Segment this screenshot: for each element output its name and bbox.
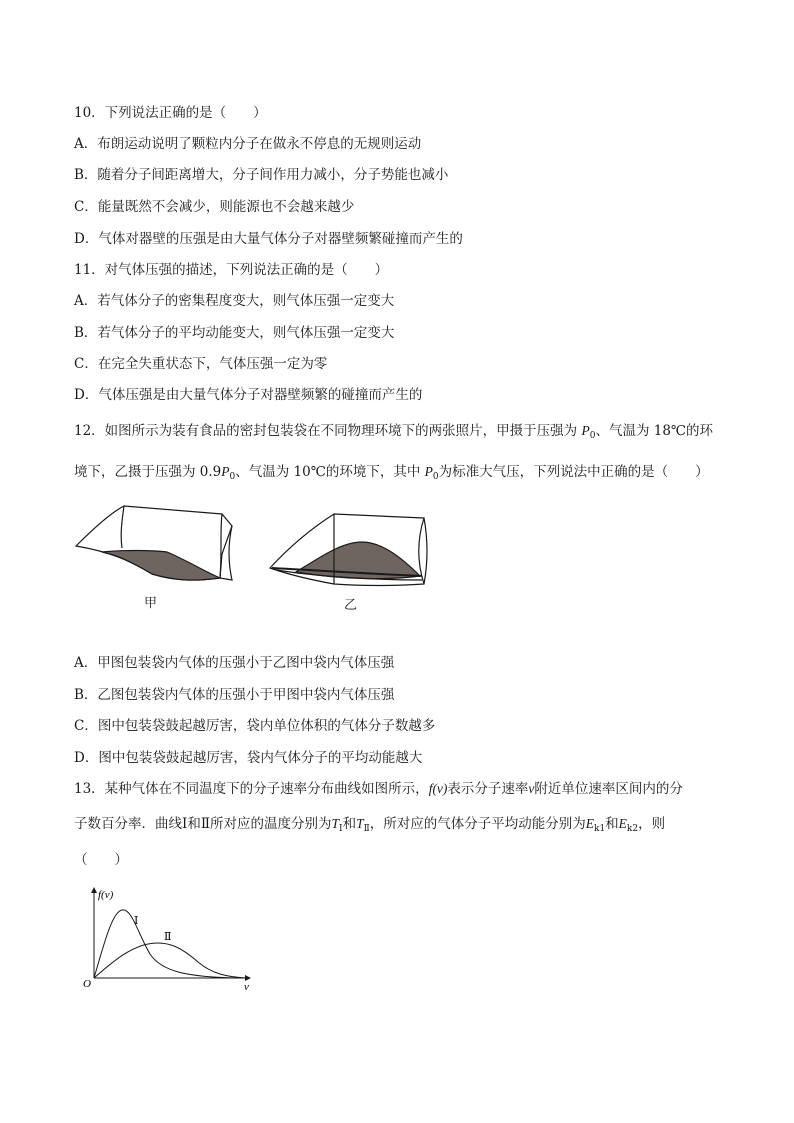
speed-distribution-graph	[78, 884, 268, 996]
q12-p0-symbol: P	[581, 423, 590, 438]
q12-option-a: A．甲图包装袋内气体的压强小于乙图中袋内气体压强	[74, 655, 395, 671]
q13-t1-subscript: Ⅰ	[339, 824, 343, 834]
q13-and-2: 和	[605, 816, 619, 832]
q13-fv-symbol: f(v)	[428, 781, 448, 796]
q10-option-d: D．气体对器壁的压强是由大量气体分子对器壁频繁碰撞而产生的	[74, 231, 463, 247]
q11-option-d: D．气体压强是由大量气体分子对器壁频繁的碰撞而产生的	[74, 387, 423, 403]
q12-text-2c: 为标准大气压，下列说法中正确的是（ ）	[438, 464, 709, 480]
package-bags-figure	[72, 500, 442, 600]
curve-ii-label: Ⅱ	[164, 930, 172, 943]
q10-stem: 10．下列说法正确的是（ ）	[74, 105, 267, 121]
q12-stem-line2	[74, 463, 709, 486]
q12-stem-line1	[74, 422, 713, 445]
q12-p0-symbol-3: P	[424, 464, 433, 479]
graph-y-label: f(v)	[98, 889, 114, 901]
q12-p0-subscript-2: 0	[229, 472, 236, 482]
q11-option-b: B．若气体分子的平均动能变大，则气体压强一定变大	[74, 325, 395, 341]
q13-text-1a: 13．某种气体在不同温度下的分子速率分布曲线如图所示，	[74, 781, 429, 797]
q13-text-2c: ，则	[638, 816, 666, 832]
graph-x-label: v	[244, 981, 249, 993]
q12-text-1b: 、气温为 18℃的环	[595, 423, 714, 439]
q13-stem-line2	[74, 815, 665, 838]
q13-and-1: 和	[342, 816, 357, 832]
q13-t2-symbol: T	[356, 816, 364, 831]
q13-stem-line1	[74, 780, 683, 798]
q10-option-c: C．能量既然不会减少，则能源也不会越来越少	[74, 199, 355, 215]
q13-text-2b: ，所对应的气体分子平均动能分别为	[369, 816, 586, 832]
q13-t1-symbol: T	[331, 816, 340, 831]
q11-option-c: C．在完全失重状态下，气体压强一定为零	[74, 356, 328, 372]
q13-answer-brackets: （ ）	[74, 852, 128, 868]
q13-e2-symbol: E	[618, 816, 627, 831]
q12-p0-symbol-2: P	[221, 464, 230, 479]
q12-p0-subscript: 0	[589, 431, 596, 441]
q13-e1-subscript: k1	[593, 824, 606, 834]
q13-text-1b: 表示分子速率	[447, 781, 529, 797]
q12-text-2b: 、气温为 10℃的环境下，其中	[235, 464, 425, 480]
caption-jia: 甲	[144, 596, 158, 611]
q13-e1-symbol: E	[585, 816, 594, 831]
q12-text-1a: 12．如图所示为装有食品的密封包装袋在不同物理环境下的两张照片，甲摄于压强为	[74, 423, 582, 439]
q12-option-b: B．乙图包装袋内气体的压强小于甲图中袋内气体压强	[74, 687, 395, 703]
q12-option-d: D．图中包装袋鼓起越厉害，袋内气体分子的平均动能越大	[74, 750, 423, 766]
curve-ii	[94, 943, 246, 978]
bag-jia-illustration	[76, 506, 232, 580]
q12-coefficient: 0.9	[199, 464, 222, 480]
q13-e2-subscript: k2	[626, 824, 639, 834]
q10-option-b: B．随着分子间距离增大，分子间作用力减小，分子势能也减小	[74, 167, 449, 183]
caption-yi: 乙	[344, 598, 358, 613]
q10-option-a: A．布朗运动说明了颗粒内分子在做永不停息的无规则运动	[74, 136, 422, 152]
q11-option-a: A．若气体分子的密集程度变大，则气体压强一定变大	[74, 293, 395, 309]
q13-text-2a: 子数百分率．曲线Ⅰ和Ⅱ所对应的温度分别为	[74, 816, 332, 832]
bag-yi-illustration	[270, 514, 427, 586]
q12-option-c: C．图中包装袋鼓起越厉害，袋内单位体积的气体分子数越多	[74, 718, 436, 734]
q12-text-2a: 境下，乙摄于压强为	[74, 464, 200, 480]
q13-t2-subscript: Ⅱ	[363, 824, 370, 834]
q11-stem: 11．对气体压强的描述，下列说法正确的是（ ）	[74, 262, 389, 278]
graph-origin-label: O	[83, 978, 91, 990]
q12-p0-subscript-3: 0	[432, 472, 439, 482]
curve-i-label: Ⅰ	[134, 914, 139, 927]
q13-text-1c: 附近单位速率区间内的分	[534, 781, 683, 797]
q13-v-symbol: v	[528, 781, 535, 796]
